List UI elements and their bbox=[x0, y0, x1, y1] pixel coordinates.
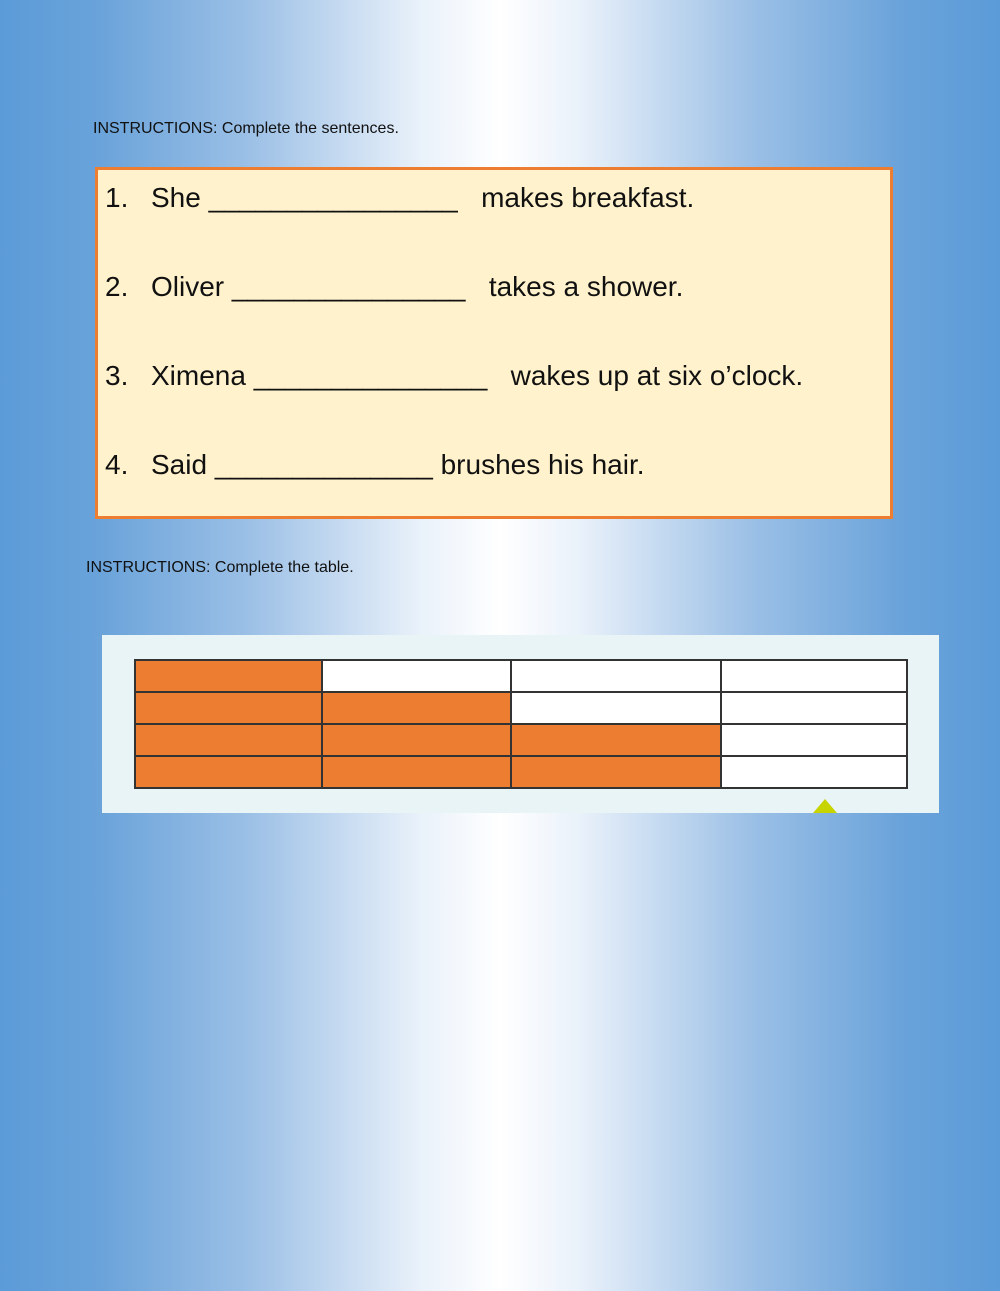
sentence-number: 3. bbox=[105, 360, 129, 391]
empty-cell[interactable] bbox=[721, 756, 907, 788]
sentence-number: 2. bbox=[105, 271, 129, 302]
filled-cell bbox=[511, 724, 721, 756]
table-panel bbox=[102, 635, 939, 813]
sentence-text: Said ______________ brushes his hair. bbox=[151, 449, 645, 480]
empty-cell[interactable] bbox=[511, 660, 721, 692]
filled-cell bbox=[135, 692, 322, 724]
instructions-sentences: INSTRUCTIONS: Complete the sentences. bbox=[93, 120, 399, 137]
triangle-marker-icon bbox=[813, 799, 837, 813]
sentence-text: Oliver _______________ takes a shower. bbox=[151, 271, 684, 302]
sentence-number: 1. bbox=[105, 182, 129, 213]
filled-cell bbox=[511, 756, 721, 788]
filled-cell bbox=[322, 692, 511, 724]
sentence-2 bbox=[105, 273, 683, 301]
sentence-4 bbox=[105, 451, 645, 479]
table-row bbox=[135, 724, 907, 756]
filled-cell bbox=[322, 756, 511, 788]
filled-cell bbox=[322, 724, 511, 756]
empty-cell[interactable] bbox=[721, 724, 907, 756]
table-row bbox=[135, 756, 907, 788]
sentence-3 bbox=[105, 362, 803, 390]
instructions-table: INSTRUCTIONS: Complete the table. bbox=[86, 559, 354, 576]
filled-cell bbox=[135, 660, 322, 692]
sentence-text: She ________________ makes breakfast. bbox=[151, 182, 695, 213]
empty-cell[interactable] bbox=[322, 660, 511, 692]
empty-cell[interactable] bbox=[511, 692, 721, 724]
sentence-text: Ximena _______________ wakes up at six o’clock. bbox=[151, 360, 804, 391]
empty-cell[interactable] bbox=[721, 660, 907, 692]
table-row bbox=[135, 660, 907, 692]
table-row bbox=[135, 692, 907, 724]
sentence-number: 4. bbox=[105, 449, 129, 480]
sentence-1 bbox=[105, 184, 694, 212]
filled-cell bbox=[135, 724, 322, 756]
filled-cell bbox=[135, 756, 322, 788]
empty-cell[interactable] bbox=[721, 692, 907, 724]
grid-table bbox=[134, 659, 908, 789]
sentences-box bbox=[95, 167, 893, 519]
